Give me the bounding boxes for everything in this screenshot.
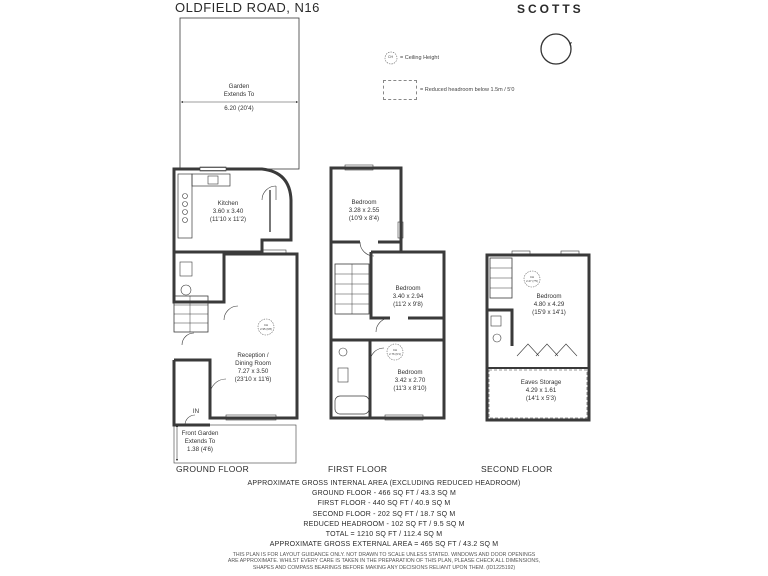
ceiling-symbol-text: CH [388,55,394,59]
front-garden-line2: Extends To [184,438,216,445]
eaves-dims: 4.29 x 1.61 [525,387,557,394]
ground-ch-line1: CH [263,323,269,327]
entrance-label: IN [192,408,200,415]
first-floor-label: FIRST FLOOR [328,464,388,474]
front-garden-dims: 1.38 (4'6) [187,446,213,453]
second-bedroom-imperial: (15'9 x 14'1) [532,309,566,316]
eaves-name: Eaves Storage [520,379,562,386]
kitchen-name: Kitchen [217,200,239,207]
reception-name: Reception / [237,352,269,359]
stats-line-3: FIRST FLOOR - 440 SQ FT / 40.9 SQ M [317,500,451,508]
first-floor-plan [331,165,444,420]
bedroom-rear-imperial: (10'9 x 8'4) [348,215,380,222]
second-ch-line2: 2.27 (7'5) [526,279,538,283]
stats-line-2: GROUND FLOOR - 466 SQ FT / 43.3 SQ M [312,490,456,498]
stats-line-7: APPROXIMATE GROSS EXTERNAL AREA = 465 SQ FT / 43.2 SQ M [269,541,499,549]
bedroom-mid-name: Bedroom [395,285,421,292]
area-stats [0,479,768,550]
bedroom-mid-imperial: (11'2 x 9'8) [393,301,423,308]
disclaimer-line-1: THIS PLAN IS FOR LAYOUT GUIDANCE ONLY. NOT DRAWN TO SCALE UNLESS STATED. WINDOWS AND DOOR OPENINGS [232,552,536,558]
stats-line-4: SECOND FLOOR - 202 SQ FT / 18.7 SQ M [312,510,456,518]
kitchen-dims: 3.60 x 3.40 [212,208,244,215]
stats-line-5: REDUCED HEADROOM - 102 SQ FT / 9.5 SQ M [303,520,465,528]
garden-line2: Extends To [223,91,255,98]
second-floor-label: SECOND FLOOR [481,464,553,474]
reception-dims: 7.27 x 3.50 [237,368,269,375]
front-garden-name: Front Garden [181,430,219,437]
bedroom-rear-dims: 3.28 x 2.55 [348,207,380,214]
bedroom-rear-name: Bedroom [351,199,377,206]
reduced-headroom-legend: = Reduced headroom below 1.5m / 5'0 [420,87,515,93]
stats-line-1: APPROXIMATE GROSS INTERNAL AREA (EXCLUDING REDUCED HEADROOM) [247,480,521,487]
disclaimer-line-3: SHAPES AND COMPASS BEARINGS BEFORE MAKING ANY DECISIONS RELIANT UPON THEM. (ID1225192) [252,564,516,571]
garden-dims: 6.20 (20'4) [224,105,254,112]
garden-name: Garden [228,83,250,90]
first-ch-line1: CH [392,348,398,352]
bedroom-front-imperial: (11'3 x 8'10) [393,385,427,392]
disclaimer-line-2: ARE APPROXIMATE. WHILST EVERY CARE IS TAKEN IN THE PREPARATION OF THIS PLAN, PLEASE CHECK ALL DIMENSIONS, [227,558,541,565]
kitchen-imperial: (11'10 x 11'2) [209,216,247,223]
disclaimer [0,552,768,571]
bedroom-front-name: Bedroom [397,369,423,376]
brand-logo: SCOTTS [517,2,584,16]
second-ch-line1: CH [529,275,535,279]
second-bedroom-name: Bedroom [536,293,562,300]
eaves-imperial: (14'1 x 5'3) [525,395,557,402]
first-ch-line2: 2.76 (9'1) [389,352,401,356]
ground-ch-line2: 2.95 (9'8) [260,327,272,331]
page-title: OLDFIELD ROAD, N16 [175,0,320,15]
reception-imperial: (23'10 x 11'6) [234,376,272,383]
second-bedroom-dims: 4.80 x 4.29 [533,301,565,308]
ceiling-height-legend: = Ceiling Height [400,55,439,61]
ground-floor-label: GROUND FLOOR [176,464,250,474]
stats-line-6: TOTAL = 1210 SQ FT / 112.4 SQ M [325,531,443,539]
bedroom-front-dims: 3.42 x 2.70 [394,377,426,384]
bedroom-mid-dims: 3.40 x 2.94 [392,293,424,300]
reception-name2: Dining Room [235,360,271,367]
